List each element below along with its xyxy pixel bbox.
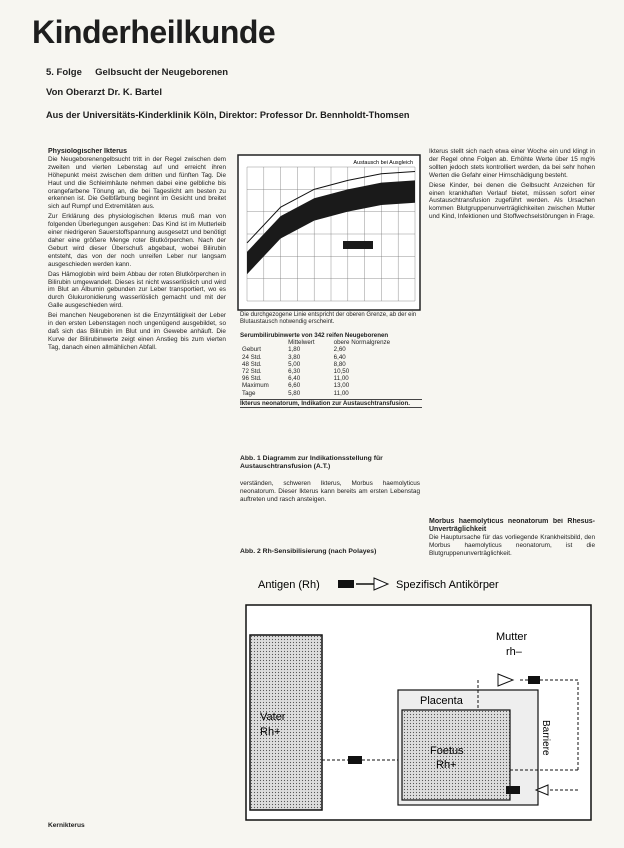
table-cell: 8,80 <box>333 360 346 368</box>
section-heading: Physiologischer Ikterus <box>48 148 127 155</box>
paragraph: Die Neugeborenengelbsucht tritt in der Regel zwischen dem zweiten und vierten Lebenstag auf und erreicht ihren Höhepunkt meist zwischen dem dritten und fünften Tag. Die Haut und die Schleimhäute nehmen dabei eine gelbliche bis orangefarbene Tönung an, die bei Tageslicht am besten zu erkennen ist. Die Gelbfärbung beginnt im Gesicht und breitet sich auf Rumpf und Extremitäten aus. <box>48 155 226 211</box>
table-cell: 6,40 <box>333 353 346 361</box>
kernikterus-heading: Kernikterus <box>48 822 85 829</box>
table-cell: 13,00 <box>333 382 350 390</box>
article-column-2 <box>240 480 420 540</box>
father-label: Vater <box>260 711 286 723</box>
institution-line: Aus der Universitäts-Kinderklinik Köln, Direktor: Professor Dr. Bennholdt-Thomsen <box>46 110 410 120</box>
table-header-row <box>240 339 422 346</box>
paragraph: Bei manchen Neugeborenen ist die Enzymtätigkeit der Leber in den ersten Lebenstagen noch ungenügend ausgebildet, so daß sich das Bilirubin im Blut und im Gewebe anhäuft. Die Kurve der Bilirubinwerte zeigt einen Anstieg bis zum vierten Tag, danach einen allmählichen Abfall. <box>48 312 226 351</box>
chart-legend-swatch <box>343 241 373 249</box>
legend-antigen-label: Antigen (Rh) <box>258 579 320 591</box>
table-row <box>240 354 422 361</box>
table-cell: 5,80 <box>288 389 301 397</box>
barrier-label: Barriere <box>540 720 551 756</box>
foetus-rh-label: Rh+ <box>436 759 457 771</box>
table-cell: 24 Std. <box>242 353 262 361</box>
antigen-symbol <box>506 786 520 794</box>
section-heading: Morbus haemolyticus neonatorum bei Rhesus-Unverträglichkeit <box>429 518 595 533</box>
bilirubin-table <box>240 332 422 408</box>
antigen-symbol <box>528 676 540 684</box>
legend-antibody-label: Spezifisch Antikörper <box>396 579 499 591</box>
chart-title: Austausch bei Ausgleich <box>353 160 413 166</box>
table-cell: 5,00 <box>288 360 301 368</box>
mother-label: Mutter <box>496 631 528 643</box>
antigen-symbol <box>338 580 354 588</box>
diagram-svg <box>238 560 610 830</box>
table-footnote: Ikterus neonatorum, Indikation zur Austauschtransfusion. <box>240 399 422 407</box>
article-column-1 <box>48 148 226 848</box>
table-cell: 6,60 <box>288 382 301 390</box>
table-cell: 3,80 <box>288 353 301 361</box>
figure2-caption: Abb. 2 Rh-Sensibilisierung (nach Polayes) <box>240 548 377 555</box>
table-cell: 1,80 <box>288 346 301 354</box>
table-row <box>240 368 422 375</box>
paragraph: Das Hämoglobin wird beim Abbau der roten Blutkörperchen in Bilirubin umgewandelt. Dieses ist nicht wasserlöslich und wird im Blut an Albumin gebunden zur Leber transportiert, wo es durch Glukuronidierung wasserlöslich gemacht und mit der Galle ausgeschieden wird. <box>48 270 226 310</box>
paragraph: Zur Erklärung des physiologischen Ikterus muß man von folgenden Überlegungen ausgehen: Das Kind ist im Mutterleib einer niedrigeren Sauerstoffspannung ausgesetzt und benötigt daher eine größere Menge roter Blutkörperchen. Nach der Geburt wird dieser Überschuß abgebaut, wobei Bilirubin entsteht, das von der noch unreifen Leber nur langsam ausgeschieden werden kann. <box>48 213 226 268</box>
foetus-label: Foetus <box>430 745 464 757</box>
table <box>240 339 422 397</box>
paragraph: Diese Kinder, bei denen die Gelbsucht Anzeichen für einen krankhaften Verlauf bietet, müssen sofort einer Austauschtransfusion zugeführt werden. Als Ursachen kommen Blutgruppenunverträglichkeiten zwischen Mutter und Kind, Infektionen und Stoffwechselstörungen in Frage. <box>429 181 595 221</box>
table-cell: 48 Std. <box>242 360 262 368</box>
table-cell: 6,40 <box>288 375 301 383</box>
chart-svg <box>233 153 423 313</box>
table-row <box>240 375 422 382</box>
table-cell: 6,30 <box>288 368 301 376</box>
table-cell: Geburt <box>242 346 261 354</box>
paragraph: Die Hauptursache für das vorliegende Krankheitsbild, den Morbus haemolyticus neonatorum, ist die Blutgruppenunverträglichkeit. <box>429 533 595 557</box>
table-row <box>240 361 422 368</box>
header-cell <box>240 339 286 346</box>
mother-rh-label: rh– <box>506 646 522 658</box>
table-row <box>240 382 422 389</box>
page-title: Kinderheilkunde <box>32 14 276 50</box>
paragraph: Ikterus stellt sich nach etwa einer Woche ein und klingt in der Regel ohne Folgen ab. Erhöhte Werte über 15 mg% sollten jedoch stets kontrolliert werden, da bei sehr hohen Werten die Gefahr einer Hirnschädigung besteht. <box>429 148 595 179</box>
header-cell: Mittelwert <box>288 339 315 347</box>
table-cell: 11,00 <box>333 375 349 383</box>
author-line: Von Oberarzt Dr. K. Bartel <box>46 87 162 98</box>
table-cell: 96 Std. <box>242 375 262 383</box>
table-cell: 72 Std. <box>242 368 262 376</box>
rh-sensitization-diagram <box>238 560 610 830</box>
table-row <box>240 346 422 353</box>
series-subtitle: 5. Folge Gelbsucht der Neugeborenen <box>46 67 229 78</box>
figure1-caption: Abb. 1 Diagramm zur Indikationsstellung für Austauschtransfusion (A.T.) <box>240 455 383 470</box>
table-cell: 11,00 <box>333 389 349 397</box>
table-cell: 10,50 <box>333 368 350 376</box>
placenta-label: Placenta <box>420 695 463 707</box>
table-cell: Maximum <box>242 382 269 390</box>
header-cell: obere Normalgrenze <box>333 339 391 347</box>
table-title: Serumbilirubinwerte von 342 reifen Neugeborenen <box>240 332 389 339</box>
paragraph: verständen, schweren Ikterus, Morbus haemolyticus neonatorum. Dieser Ikterus kann bereits am ersten Lebenstag auftreten und rasch ansteigen. <box>240 480 420 503</box>
table-row <box>240 390 422 397</box>
antigen-symbol <box>348 756 362 764</box>
article-column-3 <box>429 148 595 528</box>
table-cell: 2,60 <box>333 346 346 354</box>
antibody-symbol <box>374 578 388 590</box>
father-rh-label: Rh+ <box>260 726 281 738</box>
bilirubin-chart <box>233 153 423 313</box>
table-cell: Tage <box>242 389 256 397</box>
chart-caption: Die durchgezogene Linie entspricht der oberen Grenze, ab der ein Blutaustausch notwendig erscheint. <box>240 312 417 325</box>
